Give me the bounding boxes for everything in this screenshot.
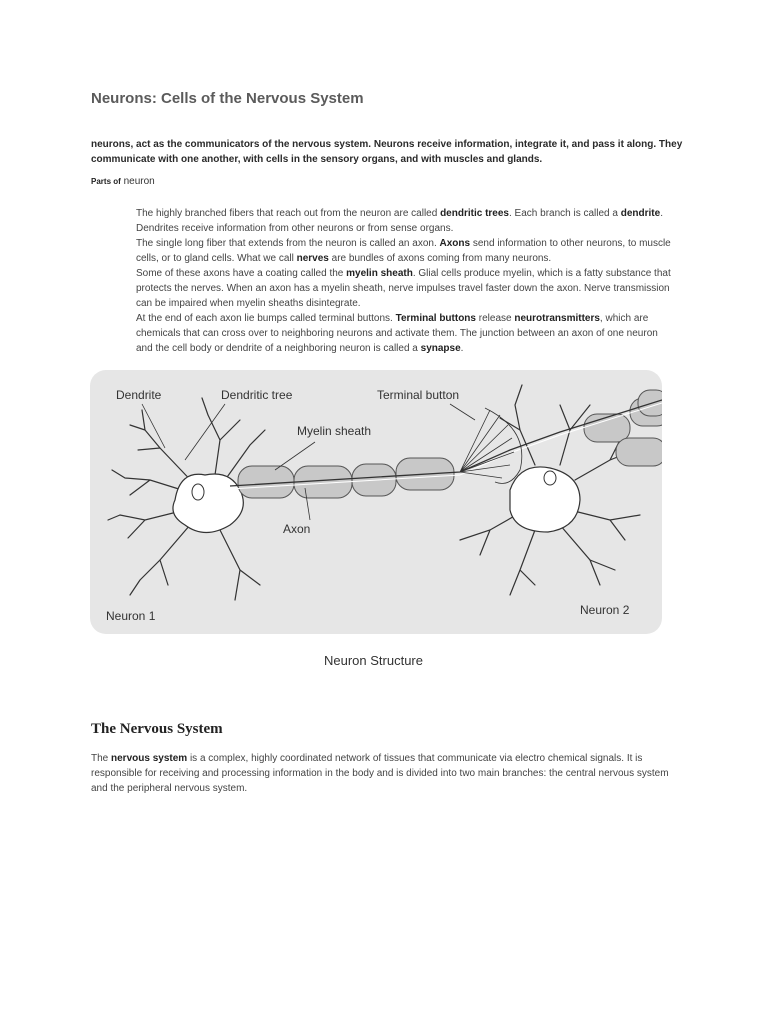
figure-caption: Neuron Structure — [324, 653, 423, 668]
label-neuron-2: Neuron 2 — [580, 603, 630, 617]
term-axons: Axons — [439, 238, 471, 249]
neuron-description — [136, 206, 676, 356]
text-run: . Each branch is called a — [509, 208, 621, 219]
label-dendrite: Dendrite — [116, 388, 162, 402]
text-run: . Glial cells produce myelin, which is a fatty substance that protects the nerves. When an axon has a myelin sheath, nerve impulses travel faster down the axon. Nerve transmission can be impaired when myelin sheaths disintegrate. — [136, 268, 671, 309]
text-run: Some of these axons have a coating called the — [136, 268, 347, 279]
text-run: is a complex, highly coordinated network of tissues that communicate via electro chemical signals. It is responsible for receiving and processing information in the body and is divided into two main branches: the central nervous system and the peripheral nervous system. — [91, 753, 669, 794]
text-run: . — [460, 343, 464, 354]
paragraph-dendrites — [136, 206, 676, 236]
parts-heading — [91, 176, 155, 187]
page-title: Neurons: Cells of the Nervous System — [91, 90, 364, 107]
text-run: , which are chemicals that can cross over to neighboring neurons and activate them. The junction between an axon of one neuron and the cell body or dendrite of a neighboring neuron is called a — [136, 313, 658, 354]
text-run: The highly branched fibers that reach out from the neuron are called — [136, 208, 441, 219]
term-nerves: nerves — [296, 253, 329, 264]
text-run: are bundles of axons coming from many neurons. — [328, 253, 552, 264]
term-synapse: synapse — [420, 343, 461, 354]
paragraph-myelin — [136, 266, 676, 311]
parts-word: neuron — [123, 176, 155, 187]
label-dendritic-tree: Dendritic tree — [221, 388, 293, 402]
term-dendritic-trees: dendritic trees — [440, 208, 509, 219]
text-run: At the end of each axon lie bumps called terminal buttons. — [136, 313, 396, 324]
nervous-system-paragraph — [91, 751, 681, 796]
neuron-illustration — [90, 370, 662, 634]
label-neuron-1: Neuron 1 — [106, 609, 156, 623]
parts-label: Parts of — [91, 177, 121, 186]
label-terminal-button: Terminal button — [377, 388, 460, 402]
section-heading: The Nervous System — [91, 721, 223, 737]
term-terminal-buttons: Terminal buttons — [395, 313, 476, 324]
text-run: The single long fiber that extends from the neuron is called an axon. — [136, 238, 440, 249]
text-run: release — [475, 313, 515, 324]
term-dendrite: dendrite — [620, 208, 661, 219]
term-myelin-sheath: myelin sheath — [346, 268, 413, 279]
intro-paragraph: neurons, act as the communicators of the nervous system. Neurons receive information, integrate it, and pass it along. They communicate with one another, with cells in the sensory organs, and with muscles and glands. — [91, 139, 683, 165]
text-run: send information to other neurons, to muscle cells, or to gland cells. What we call — [136, 238, 671, 264]
term-nervous-system: nervous system — [111, 753, 188, 764]
label-myelin-sheath: Myelin sheath — [297, 424, 372, 438]
term-neurotransmitters: neurotransmitters — [514, 313, 600, 324]
paragraph-axons — [136, 236, 676, 266]
label-axon: Axon — [283, 522, 311, 536]
text-run: The — [91, 753, 112, 764]
text-run: . Dendrites receive information from other neurons or from sense organs. — [136, 208, 663, 234]
neuron-diagram — [90, 370, 662, 634]
paragraph-terminal — [136, 311, 676, 356]
